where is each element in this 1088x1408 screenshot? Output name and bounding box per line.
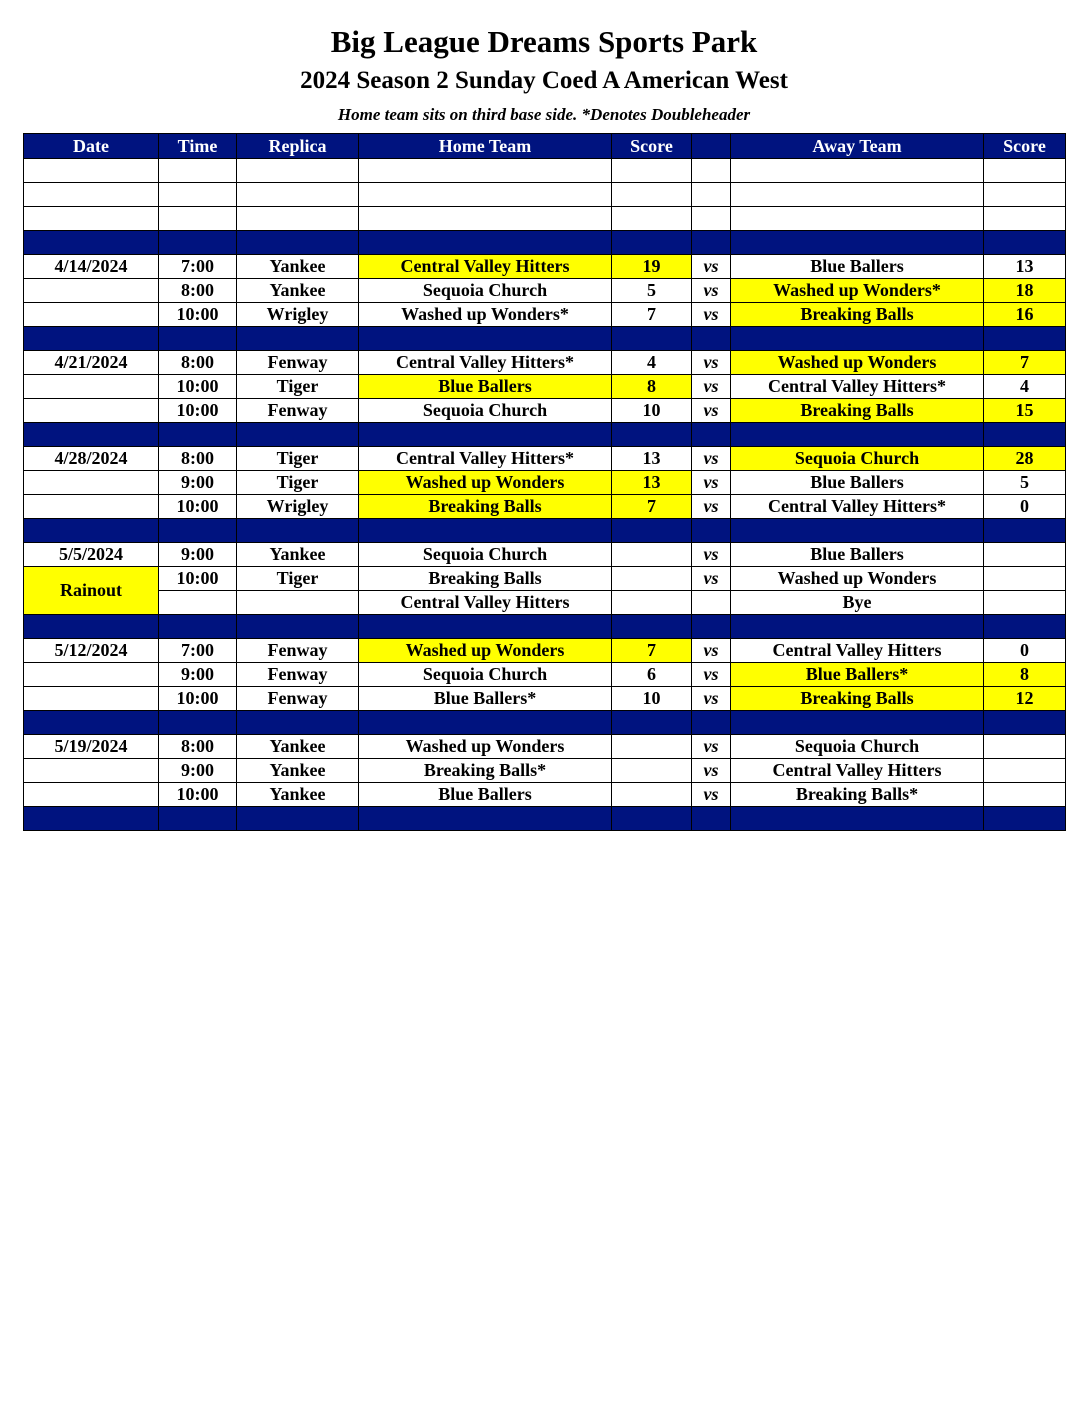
away-team: Central Valley Hitters* [731,375,984,399]
game-replica: Wrigley [237,495,359,519]
away-team: Breaking Balls* [731,783,984,807]
away-team: Breaking Balls [731,399,984,423]
home-team: Central Valley Hitters [359,591,612,615]
away-team: Sequoia Church [731,735,984,759]
separator-row [24,807,1066,831]
away-team: Breaking Balls [731,303,984,327]
game-time: 10:00 [159,687,237,711]
vs-label: vs [692,663,731,687]
game-date: 4/21/2024 [24,351,159,375]
col-header-home-score: Score [612,134,692,159]
game-time: 8:00 [159,351,237,375]
game-row [24,567,1066,591]
game-replica: Tiger [237,447,359,471]
col-header-away-team: Away Team [731,134,984,159]
col-header-time: Time [159,134,237,159]
game-row [24,759,1066,783]
page-note: Home team sits on third base side. *Denotes Doubleheader [337,105,751,124]
home-score [612,759,692,783]
col-header-home-team: Home Team [359,134,612,159]
away-team: Blue Ballers [731,471,984,495]
game-row [24,687,1066,711]
game-replica: Wrigley [237,303,359,327]
away-score: 13 [984,255,1066,279]
vs-label: vs [692,303,731,327]
home-team: Blue Ballers [359,375,612,399]
away-score: 28 [984,447,1066,471]
col-header-date: Date [24,134,159,159]
vs-label: vs [692,447,731,471]
game-time: 7:00 [159,255,237,279]
game-date [24,687,159,711]
game-date [24,279,159,303]
away-team: Blue Ballers [731,255,984,279]
schedule-table [23,133,1066,831]
game-time: 7:00 [159,639,237,663]
game-row [24,303,1066,327]
vs-label: vs [692,783,731,807]
away-team: Breaking Balls [731,687,984,711]
home-score: 7 [612,639,692,663]
game-time: 10:00 [159,783,237,807]
game-time: 9:00 [159,543,237,567]
game-replica [237,591,359,615]
game-replica: Fenway [237,663,359,687]
away-team: Central Valley Hitters [731,759,984,783]
game-date: 4/14/2024 [24,255,159,279]
home-score: 19 [612,255,692,279]
home-score: 6 [612,663,692,687]
away-score: 5 [984,471,1066,495]
away-score [984,543,1066,567]
game-replica: Yankee [237,543,359,567]
away-score: 8 [984,663,1066,687]
game-time: 8:00 [159,447,237,471]
away-score: 16 [984,303,1066,327]
away-score: 4 [984,375,1066,399]
game-replica: Fenway [237,639,359,663]
game-date: 5/19/2024 [24,735,159,759]
away-score: 15 [984,399,1066,423]
home-score [612,543,692,567]
game-row [24,255,1066,279]
vs-label: vs [692,351,731,375]
game-replica: Yankee [237,759,359,783]
away-team: Washed up Wonders [731,567,984,591]
game-replica: Fenway [237,399,359,423]
home-team: Blue Ballers* [359,687,612,711]
home-score: 4 [612,351,692,375]
vs-label: vs [692,543,731,567]
game-time: 8:00 [159,279,237,303]
game-row [24,279,1066,303]
game-row [24,663,1066,687]
vs-label: vs [692,567,731,591]
away-score: 18 [984,279,1066,303]
empty-row [24,159,1066,183]
game-replica: Fenway [237,687,359,711]
away-score [984,591,1066,615]
game-time: 9:00 [159,663,237,687]
home-score: 13 [612,447,692,471]
game-row [24,735,1066,759]
game-row [24,591,1066,615]
game-replica: Tiger [237,471,359,495]
away-score: 0 [984,639,1066,663]
game-row [24,351,1066,375]
game-replica: Tiger [237,567,359,591]
home-score: 10 [612,687,692,711]
page-title: Big League Dreams Sports Park [330,24,758,59]
away-score [984,759,1066,783]
game-row [24,471,1066,495]
home-team: Sequoia Church [359,279,612,303]
home-team: Washed up Wonders [359,471,612,495]
game-time: 10:00 [159,567,237,591]
vs-label: vs [692,687,731,711]
col-header-vs [692,134,731,159]
away-team: Washed up Wonders [731,351,984,375]
vs-label: vs [692,639,731,663]
game-date [24,663,159,687]
home-score [612,735,692,759]
header-row [24,134,1066,159]
away-score: 0 [984,495,1066,519]
game-replica: Yankee [237,783,359,807]
game-replica: Yankee [237,735,359,759]
home-score [612,783,692,807]
game-date [24,495,159,519]
game-row [24,399,1066,423]
game-date [24,399,159,423]
game-row [24,495,1066,519]
game-replica: Tiger [237,375,359,399]
separator-row [24,423,1066,447]
game-date: 5/5/2024 [24,543,159,567]
separator-row [24,231,1066,255]
home-team: Breaking Balls [359,495,612,519]
game-time [159,591,237,615]
home-team: Sequoia Church [359,399,612,423]
game-date [24,303,159,327]
home-team: Central Valley Hitters [359,255,612,279]
game-time: 9:00 [159,471,237,495]
vs-label: vs [692,759,731,783]
vs-label: vs [692,495,731,519]
home-team: Blue Ballers [359,783,612,807]
game-time: 10:00 [159,399,237,423]
home-team: Washed up Wonders [359,639,612,663]
home-team: Washed up Wonders [359,735,612,759]
home-score: 10 [612,399,692,423]
away-team: Central Valley Hitters [731,639,984,663]
game-row [24,447,1066,471]
vs-label: vs [692,399,731,423]
away-team: Blue Ballers* [731,663,984,687]
game-time: 10:00 [159,303,237,327]
away-team: Sequoia Church [731,447,984,471]
game-replica: Yankee [237,255,359,279]
game-date [24,759,159,783]
game-date [24,375,159,399]
game-row [24,375,1066,399]
game-time: 8:00 [159,735,237,759]
game-row [24,639,1066,663]
col-header-replica: Replica [237,134,359,159]
away-score: 7 [984,351,1066,375]
vs-label: vs [692,279,731,303]
game-replica: Yankee [237,279,359,303]
game-replica: Fenway [237,351,359,375]
vs-label [692,591,731,615]
home-score: 5 [612,279,692,303]
vs-label: vs [692,471,731,495]
empty-row [24,207,1066,231]
game-date: 4/28/2024 [24,447,159,471]
col-header-away-score: Score [984,134,1066,159]
home-score [612,591,692,615]
away-team: Blue Ballers [731,543,984,567]
game-date: 5/12/2024 [24,639,159,663]
game-date [24,471,159,495]
home-score: 7 [612,303,692,327]
game-date [24,783,159,807]
home-team: Breaking Balls [359,567,612,591]
away-team: Central Valley Hitters* [731,495,984,519]
separator-row [24,327,1066,351]
separator-row [24,711,1066,735]
home-team: Sequoia Church [359,663,612,687]
separator-row [24,519,1066,543]
home-team: Central Valley Hitters* [359,447,612,471]
home-team: Central Valley Hitters* [359,351,612,375]
vs-label: vs [692,735,731,759]
home-team: Sequoia Church [359,543,612,567]
home-team: Washed up Wonders* [359,303,612,327]
separator-row [24,615,1066,639]
game-time: 10:00 [159,495,237,519]
away-score [984,735,1066,759]
home-score: 7 [612,495,692,519]
vs-label: vs [692,375,731,399]
away-team: Bye [731,591,984,615]
rainout-badge: Rainout [24,567,159,615]
away-team: Washed up Wonders* [731,279,984,303]
game-time: 10:00 [159,375,237,399]
empty-row [24,183,1066,207]
game-row [24,783,1066,807]
vs-label: vs [692,255,731,279]
game-row [24,543,1066,567]
away-score [984,783,1066,807]
game-time: 9:00 [159,759,237,783]
away-score [984,567,1066,591]
page-subtitle: 2024 Season 2 Sunday Coed A American West [300,67,788,94]
home-score [612,567,692,591]
home-team: Breaking Balls* [359,759,612,783]
home-score: 13 [612,471,692,495]
away-score: 12 [984,687,1066,711]
home-score: 8 [612,375,692,399]
